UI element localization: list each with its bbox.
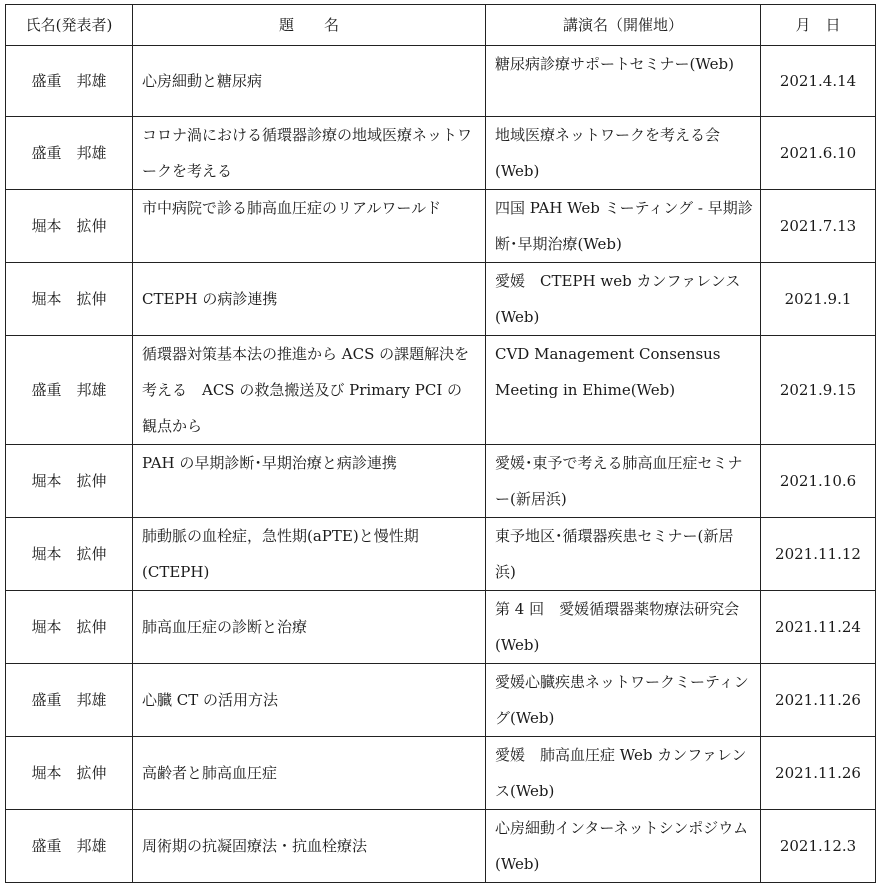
venue-name: 愛媛心臓疾患ネットワークミーティング(Web) [486, 664, 761, 737]
presenter-name: 盛重 邦雄 [6, 810, 133, 883]
presenter-name: 盛重 邦雄 [6, 117, 133, 190]
table-row [6, 664, 876, 737]
lecture-title: 周術期の抗凝固療法・抗血栓療法 [133, 810, 486, 883]
presenter-name: 堀本 拡伸 [6, 518, 133, 591]
venue-name: 地域医療ネットワークを考える会(Web) [486, 117, 761, 190]
lecture-title: CTEPH の病診連携 [133, 263, 486, 336]
lecture-title: 心房細動と糖尿病 [133, 46, 486, 117]
table-row [6, 263, 876, 336]
table-row [6, 737, 876, 810]
lecture-date: 2021.7.13 [761, 190, 876, 263]
header-name: 氏名(発表者) [6, 5, 133, 46]
table-row [6, 190, 876, 263]
lecture-title: 肺動脈の血栓症，急性期(aPTE)と慢性期(CTEPH) [133, 518, 486, 591]
lecture-date: 2021.11.12 [761, 518, 876, 591]
venue-name: 愛媛･東予で考える肺高血圧症セミナー(新居浜) [486, 445, 761, 518]
presenter-name: 堀本 拡伸 [6, 737, 133, 810]
presenter-name: 盛重 邦雄 [6, 664, 133, 737]
header-date: 月 日 [761, 5, 876, 46]
presenter-name: 堀本 拡伸 [6, 190, 133, 263]
presenter-name: 堀本 拡伸 [6, 591, 133, 664]
lecture-title: 循環器対策基本法の推進から ACS の課題解決を考える ACS の救急搬送及び Primary PCI の観点から [133, 336, 486, 445]
lecture-date: 2021.6.10 [761, 117, 876, 190]
venue-name: 四国 PAH Web ミーティング ‐ 早期診断･早期治療(Web) [486, 190, 761, 263]
venue-name: 心房細動インターネットシンポジウム(Web) [486, 810, 761, 883]
header-venue: 講演名（開催地） [486, 5, 761, 46]
venue-name: CVD Management Consensus Meeting in Ehime(Web) [486, 336, 761, 445]
lecture-title: 肺高血圧症の診断と治療 [133, 591, 486, 664]
venue-name: 愛媛 肺高血圧症 Web カンファレンス(Web) [486, 737, 761, 810]
table-row [6, 810, 876, 883]
table-row [6, 46, 876, 117]
presenter-name: 盛重 邦雄 [6, 336, 133, 445]
presenter-name: 堀本 拡伸 [6, 445, 133, 518]
lecture-table [5, 4, 876, 883]
lecture-date: 2021.12.3 [761, 810, 876, 883]
lecture-date: 2021.11.24 [761, 591, 876, 664]
table-row [6, 445, 876, 518]
venue-name: 第 4 回 愛媛循環器薬物療法研究会(Web) [486, 591, 761, 664]
venue-name: 東予地区･循環器疾患セミナー(新居浜) [486, 518, 761, 591]
lecture-date: 2021.11.26 [761, 664, 876, 737]
lecture-date: 2021.9.1 [761, 263, 876, 336]
presenter-name: 堀本 拡伸 [6, 263, 133, 336]
table-row [6, 591, 876, 664]
lecture-date: 2021.11.26 [761, 737, 876, 810]
venue-name: 糖尿病診療サポートセミナー(Web) [486, 46, 761, 117]
venue-name: 愛媛 CTEPH web カンファレンス(Web) [486, 263, 761, 336]
lecture-title: 高齢者と肺高血圧症 [133, 737, 486, 810]
lecture-date: 2021.10.6 [761, 445, 876, 518]
presenter-name: 盛重 邦雄 [6, 46, 133, 117]
lecture-title: PAH の早期診断･早期治療と病診連携 [133, 445, 486, 518]
table-row [6, 336, 876, 445]
table-row [6, 518, 876, 591]
header-title: 題 名 [133, 5, 486, 46]
header-row [6, 5, 876, 46]
lecture-date: 2021.9.15 [761, 336, 876, 445]
table-row [6, 117, 876, 190]
lecture-title: 心臓 CT の活用方法 [133, 664, 486, 737]
lecture-title: コロナ渦における循環器診療の地域医療ネットワークを考える [133, 117, 486, 190]
lecture-title: 市中病院で診る肺高血圧症のリアルワールド [133, 190, 486, 263]
lecture-date: 2021.4.14 [761, 46, 876, 117]
